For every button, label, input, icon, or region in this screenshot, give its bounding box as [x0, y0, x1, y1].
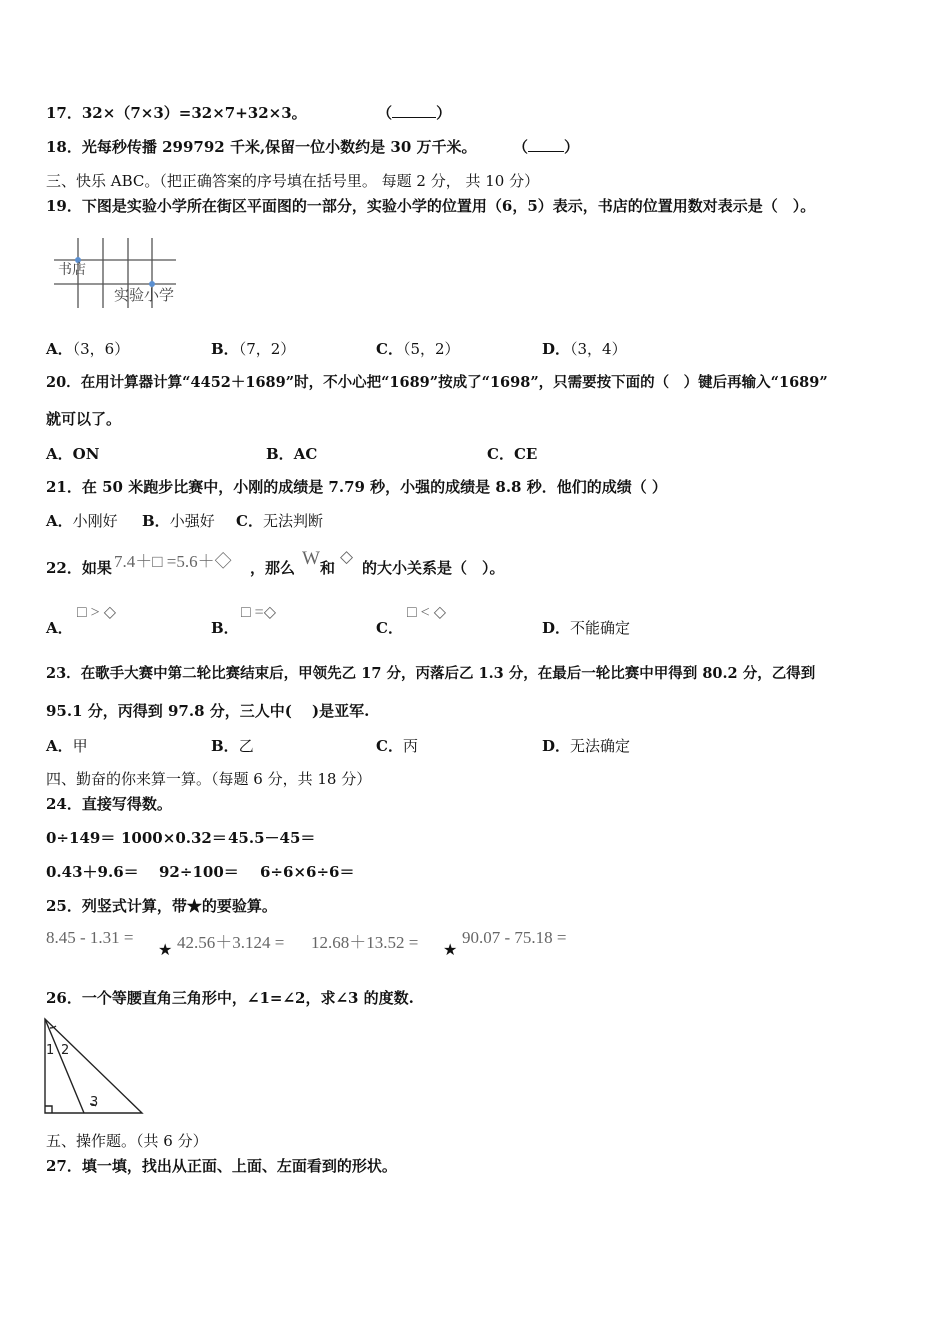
calc-item: 0.43＋9.6＝	[46, 863, 139, 881]
question-number: 24．	[46, 795, 82, 813]
option-b[interactable]: B．	[211, 619, 239, 637]
answer-paren-left: （	[512, 138, 528, 156]
option-b[interactable]: B．（7，2）	[211, 340, 296, 358]
question-text: 在歌手大赛中第二轮比赛结束后，甲领先乙 17 分，丙落后乙 1.3 分，在最后一轮比赛中甲得到 80.2 分，乙得到	[80, 665, 816, 682]
question-22-mid: ，那么	[250, 559, 296, 577]
section-title: 五、操作题。（共 6 分）	[46, 1132, 208, 1150]
angle-2-label: 2	[61, 1043, 70, 1058]
question-23-cont: 95.1 分，丙得到 97.8 分，三人中( )是亚军.	[46, 702, 370, 720]
question-number: 20．	[46, 374, 81, 391]
answer-paren-left: （	[377, 104, 393, 122]
answer-paren-right: ）	[563, 138, 579, 156]
option-d[interactable]: D．（3，4）	[542, 340, 627, 358]
question-number: 19．	[46, 197, 82, 215]
triangle-figure	[40, 1016, 148, 1116]
option-c[interactable]: C．	[376, 619, 403, 637]
street-map-figure	[48, 236, 193, 310]
option-c[interactable]: C．无法判断	[236, 512, 323, 530]
question-27	[46, 1156, 397, 1176]
option-b[interactable]: B．乙	[211, 737, 254, 755]
question-number: 27．	[46, 1157, 82, 1175]
option-b[interactable]: B．AC	[266, 445, 318, 463]
question-24	[46, 794, 172, 814]
question-22-end: 的大小关系是（ ）。	[362, 559, 505, 577]
question-text: 列竖式计算，带★的要验算。	[81, 897, 277, 915]
vertical-calc-4: 90.07 - 75.18 =	[462, 928, 567, 947]
answer-blank[interactable]	[392, 103, 436, 118]
school-label: 实验小学	[114, 286, 175, 304]
option-d[interactable]: D．不能确定	[542, 619, 631, 637]
question-number: 25．	[46, 897, 82, 915]
option-a-expr: □ > ◇	[77, 604, 116, 621]
question-25	[46, 896, 277, 916]
question-number: 18．	[46, 138, 82, 156]
section-title: 三、快乐 ABC。（把正确答案的序号填在括号里。 每题 2 分， 共 10 分）	[46, 172, 540, 190]
answer-blank[interactable]	[528, 137, 564, 152]
question-number: 22．	[46, 559, 82, 577]
question-19	[46, 196, 815, 216]
question-23	[46, 664, 815, 684]
calc-item: 1000×0.32＝	[121, 829, 227, 847]
option-a[interactable]: A．ON	[46, 445, 100, 463]
option-c[interactable]: C．（5，2）	[376, 340, 460, 358]
vertical-calc-1: 8.45 - 1.31 =	[46, 928, 134, 947]
calc-item: 45.5－45＝	[228, 829, 316, 847]
question-22-and: 和	[320, 559, 336, 577]
question-number: 21．	[46, 478, 82, 496]
question-text: 直接写得数。	[81, 795, 172, 813]
question-22: 22．如果	[46, 559, 112, 577]
option-c-expr: □ < ◇	[407, 604, 446, 621]
question-20-cont: 就可以了。	[46, 410, 122, 428]
angle-3-label: 3	[90, 1095, 99, 1110]
equation: 7.4＋□ =5.6＋◇	[114, 552, 232, 571]
question-21	[46, 477, 667, 497]
diamond-symbol: ◇	[340, 547, 354, 566]
question-18	[46, 137, 579, 157]
option-b-expr: □ =◇	[241, 604, 276, 621]
question-number: 26．	[46, 989, 82, 1007]
question-text: 下图是实验小学所在街区平面图的一部分，实验小学的位置用（6，5）表示，书店的位置用数对表示是（ ）。	[81, 197, 816, 215]
question-17	[46, 103, 451, 123]
question-text: 填一填，找出从正面、上面、左面看到的形状。	[81, 1157, 397, 1175]
question-number: 23．	[46, 665, 81, 682]
question-text: 在 50 米跑步比赛中，小刚的成绩是 7.79 秒，小强的成绩是 8.8 秒．他们的成绩（ ）	[81, 478, 667, 496]
question-text: 一个等腰直角三角形中，∠1=∠2，求∠3 的度数.	[81, 989, 414, 1007]
w-symbol: W	[302, 548, 320, 569]
bookstore-label: 书店	[58, 262, 86, 278]
calc-item: 6÷6×6÷6＝	[260, 863, 355, 881]
question-20	[46, 373, 828, 393]
question-text: 光每秒传播 299792 千米,保留一位小数约是 30 万千米。	[81, 138, 477, 156]
option-d[interactable]: D．无法确定	[542, 737, 631, 755]
option-a[interactable]: A．（3，6）	[46, 340, 130, 358]
star-icon: ★	[443, 940, 458, 959]
section-title: 四、勤奋的你来算一算。（每题 6 分，共 18 分）	[46, 770, 372, 788]
option-c[interactable]: C．丙	[376, 737, 418, 755]
question-26	[46, 988, 414, 1008]
question-text: 在用计算器计算“4452＋1689”时，不小心把“1689”按成了“1698”，只需要按下面的（ ）键后再输入“1689”	[80, 374, 828, 391]
question-number: 17．	[46, 104, 82, 122]
angle-1-label: 1	[46, 1043, 55, 1058]
answer-paren-right: ）	[436, 104, 452, 122]
vertical-calc-3: 12.68＋13.52 =	[311, 933, 419, 952]
question-text: 32×（7×3）=32×7+32×3。	[81, 104, 307, 122]
option-b[interactable]: B．小强好	[142, 512, 215, 530]
option-a[interactable]: A．甲	[46, 737, 88, 755]
option-a[interactable]: A．	[46, 619, 73, 637]
calc-item: 92÷100＝	[159, 863, 239, 881]
vertical-calc-2: 42.56＋3.124 =	[177, 933, 285, 952]
calc-item: 0÷149＝	[46, 829, 116, 847]
star-icon: ★	[158, 940, 173, 959]
option-c[interactable]: C．CE	[487, 445, 538, 463]
option-a[interactable]: A．小刚好	[46, 512, 118, 530]
